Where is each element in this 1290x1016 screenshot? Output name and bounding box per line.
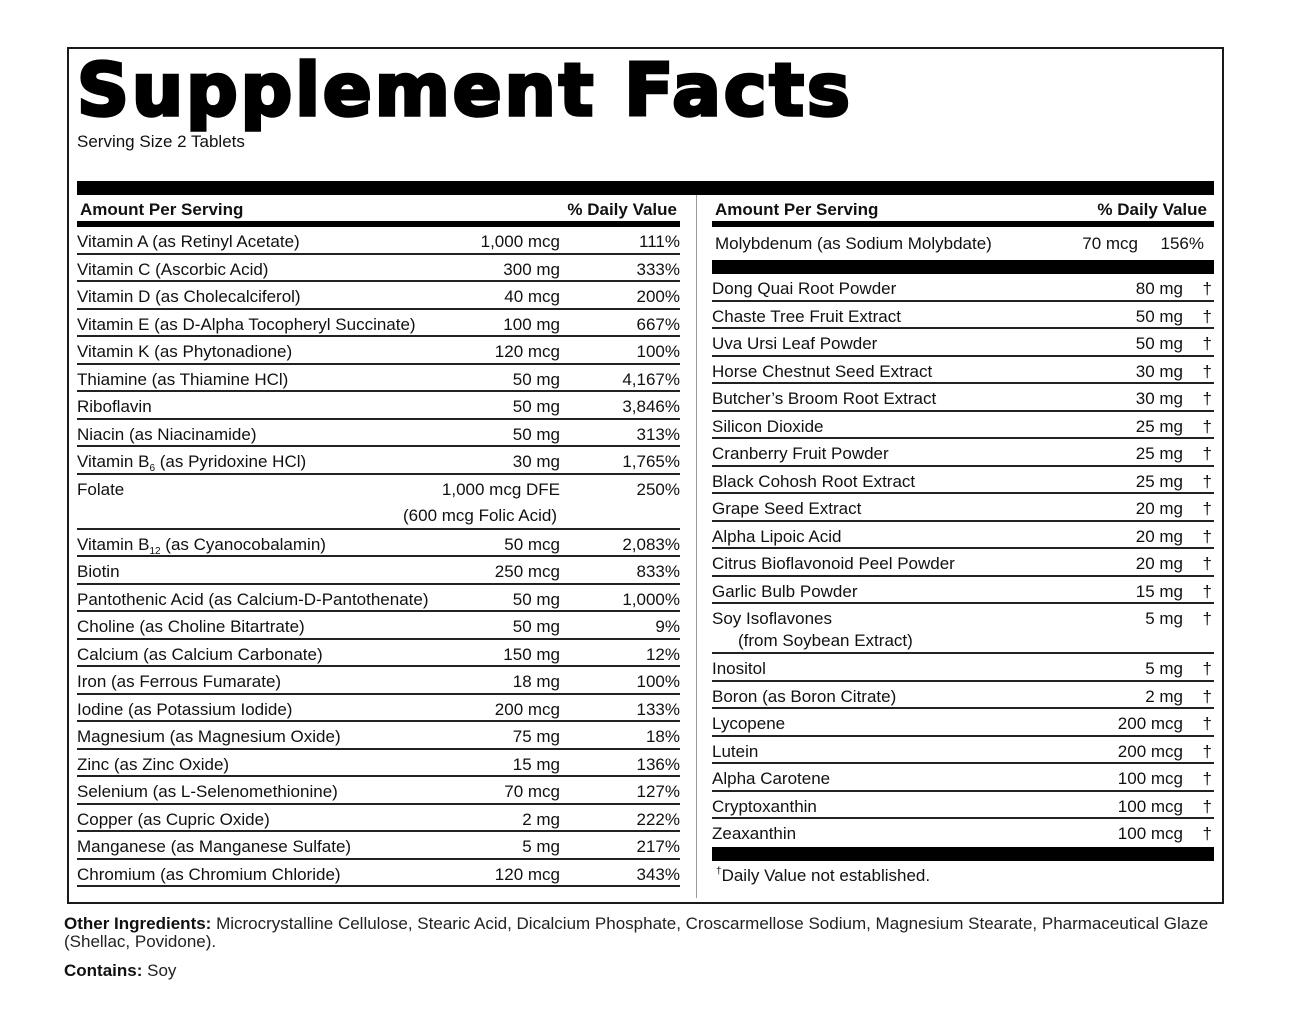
allergen-contains — [64, 961, 176, 981]
nutrient-name: Folate — [77, 479, 125, 499]
nutrient-amount: 75 mg — [512, 727, 560, 746]
nutrient-row — [712, 274, 1214, 302]
nutrient-amount: 120 mcg — [494, 342, 560, 361]
nutrient-row — [712, 654, 1214, 682]
nutrient-name: Inositol — [712, 659, 766, 678]
nutrient-row — [77, 585, 680, 613]
daily-value-heading: % Daily Value — [1097, 200, 1207, 219]
nutrient-amount: 200 mcg — [494, 699, 560, 719]
nutrient-amount: 120 mcg — [494, 864, 560, 884]
top-thick-rule — [77, 181, 1214, 195]
nutrient-daily-value: † — [1202, 686, 1212, 706]
amount-per-serving-heading: Amount Per Serving — [715, 200, 879, 219]
nutrient-name-form: (as Cyanocobalamin) — [160, 534, 326, 554]
nutrient-subscript: 6 — [149, 463, 156, 474]
nutrient-row — [77, 227, 680, 255]
nutrient-daily-value: 18% — [645, 727, 680, 746]
nutrient-name: Grape Seed Extract — [712, 499, 862, 518]
nutrient-note: (from Soybean Extract) — [738, 631, 913, 650]
nutrient-daily-value: 250% — [636, 479, 680, 499]
nutrient-amount: 50 mg — [1135, 306, 1183, 326]
nutrient-row — [77, 255, 680, 283]
nutrient-row — [712, 412, 1214, 440]
nutrient-amount: 50 mg — [512, 424, 560, 444]
nutrient-name: Lycopene — [712, 714, 786, 733]
nutrient-name: Garlic Bulb Powder — [712, 581, 858, 601]
nutrient-name: Vitamin K (as Phytonadione) — [77, 342, 293, 361]
nutrient-amount: 50 mg — [512, 617, 560, 636]
nutrient-amount: 70 mcg — [504, 782, 560, 801]
nutrient-amount: 50 mcg — [504, 534, 560, 554]
nutrient-daily-value: 4,167% — [622, 369, 680, 389]
nutrient-amount: 70 mcg — [1082, 234, 1138, 253]
nutrient-name: Manganese (as Manganese Sulfate) — [77, 837, 352, 856]
nutrient-row — [77, 365, 680, 393]
nutrient-name: Zinc (as Zinc Oxide) — [77, 754, 230, 774]
nutrient-daily-value: † — [1202, 769, 1212, 788]
nutrient-amount: 200 mcg — [1117, 741, 1183, 761]
nutrient-daily-value: † — [1202, 471, 1212, 491]
nutrient-daily-value: 217% — [636, 837, 680, 856]
nutrient-row — [712, 682, 1214, 710]
nutrient-name: Citrus Bioflavonoid Peel Powder — [712, 554, 955, 573]
other-ingredients-label: Other Ingredients: — [64, 914, 212, 933]
nutrient-name: Zeaxanthin — [712, 824, 797, 843]
nutrient-daily-value: 333% — [636, 259, 680, 279]
nutrient-name: Butcher’s Broom Root Extract — [712, 389, 937, 408]
nutrient-daily-value: † — [1202, 361, 1212, 381]
nutrient-name: Cranberry Fruit Powder — [712, 444, 889, 463]
nutrient-amount: 100 mcg — [1117, 824, 1183, 843]
nutrient-name: Iron (as Ferrous Fumarate) — [77, 672, 282, 691]
panel-title: Supplement Facts — [77, 48, 853, 132]
nutrient-daily-value: 313% — [636, 424, 680, 444]
nutrient-row — [77, 530, 680, 558]
nutrient-daily-value: 667% — [636, 314, 680, 334]
supplement-facts-panel — [67, 47, 1224, 904]
nutrient-daily-value: 833% — [636, 562, 680, 581]
nutrient-name: Vitamin C (Ascorbic Acid) — [77, 259, 269, 279]
nutrient-row — [712, 357, 1214, 385]
nutrient-amount: 1,000 mcg — [480, 232, 560, 251]
nutrient-amount: 50 mg — [512, 589, 560, 609]
nutrient-name: Selenium (as L-Selenomethionine) — [77, 782, 338, 801]
nutrient-daily-value: † — [1202, 824, 1212, 843]
nutrient-amount: 5 mg — [1145, 659, 1183, 678]
nutrient-daily-value: 1,765% — [622, 452, 680, 471]
nutrient-row — [712, 792, 1214, 820]
nutrient-name: Soy Isoflavones — [712, 609, 833, 628]
nutrient-row — [712, 302, 1214, 330]
nutrient-daily-value: 343% — [636, 864, 680, 884]
other-ingredients — [64, 915, 1244, 951]
nutrient-row — [712, 494, 1214, 522]
nutrient-subscript: 12 — [149, 545, 161, 557]
nutrient-daily-value: 136% — [636, 754, 680, 774]
nutrient-name: Boron (as Boron Citrate) — [712, 686, 897, 706]
nutrient-amount: 15 mg — [512, 754, 560, 774]
nutrient-daily-value: † — [1202, 714, 1212, 733]
nutrient-amount: 250 mcg — [494, 562, 560, 581]
mid-thick-rule — [712, 260, 1214, 274]
nutrient-name: Chaste Tree Fruit Extract — [712, 306, 901, 326]
nutrient-row — [712, 604, 1214, 654]
contains-label: Contains: — [64, 961, 143, 980]
nutrient-daily-value: 127% — [636, 782, 680, 801]
nutrient-name: Riboflavin — [77, 397, 152, 416]
right-column-header — [712, 195, 1214, 227]
nutrient-name: Uva Ursi Leaf Powder — [712, 334, 878, 353]
nutrient-daily-value: 100% — [636, 342, 680, 361]
nutrient-name: Thiamine (as Thiamine HCl) — [77, 369, 289, 389]
nutrient-amount: 100 mg — [503, 314, 560, 334]
nutrient-name: Pantothenic Acid (as Calcium-D-Pantothenate) — [77, 589, 429, 609]
nutrient-name: Vitamin D (as Cholecalciferol) — [77, 287, 301, 306]
nutrient-daily-value: † — [1202, 499, 1212, 518]
nutrient-amount: 1,000 mcg DFE — [441, 479, 560, 499]
nutrient-daily-value: 111% — [639, 232, 680, 251]
bottom-thick-rule — [712, 847, 1214, 861]
nutrient-row — [712, 439, 1214, 467]
nutrient-row — [77, 722, 680, 750]
nutrient-amount: 2 mg — [522, 809, 560, 829]
nutrient-daily-value: 222% — [636, 809, 680, 829]
nutrient-name-text: Vitamin B — [77, 452, 150, 471]
nutrient-amount: 150 mg — [503, 644, 560, 664]
nutrient-amount: 15 mg — [1135, 581, 1183, 601]
right-nutrient-column — [712, 195, 1214, 887]
nutrient-row — [77, 805, 680, 833]
nutrient-row — [712, 819, 1214, 847]
nutrient-daily-value: † — [1202, 389, 1212, 408]
nutrient-daily-value: † — [1202, 306, 1212, 326]
nutrient-amount: 5 mg — [1145, 609, 1183, 628]
right-rows — [712, 274, 1214, 847]
nutrient-amount: 40 mcg — [504, 287, 560, 306]
nutrient-note: (600 mcg Folic Acid) — [403, 505, 557, 525]
nutrient-amount: 50 mg — [512, 397, 560, 416]
nutrient-row-molybdenum — [712, 227, 1214, 260]
nutrient-name: Chromium (as Chromium Chloride) — [77, 864, 341, 884]
nutrient-daily-value: † — [1202, 526, 1212, 546]
nutrient-daily-value: 200% — [636, 287, 680, 306]
nutrient-row — [712, 577, 1214, 605]
left-column-header — [77, 195, 680, 227]
dagger-mark: † — [716, 865, 722, 877]
nutrient-row — [712, 549, 1214, 577]
nutrient-daily-value: † — [1202, 334, 1212, 353]
nutrient-daily-value: † — [1202, 554, 1212, 573]
nutrient-name: Dong Quai Root Powder — [712, 279, 897, 298]
nutrient-daily-value: 2,083% — [622, 534, 680, 554]
nutrient-name: Choline (as Choline Bitartrate) — [77, 617, 305, 636]
nutrient-amount: 30 mg — [512, 452, 560, 471]
left-nutrient-column — [77, 195, 680, 887]
nutrient-amount: 20 mg — [1135, 499, 1183, 518]
nutrient-amount: 25 mg — [1135, 471, 1183, 491]
nutrient-amount: 20 mg — [1135, 554, 1183, 573]
nutrient-daily-value: † — [1202, 416, 1212, 436]
nutrient-row — [77, 475, 680, 530]
nutrient-name: Black Cohosh Root Extract — [712, 471, 916, 491]
nutrient-daily-value: † — [1202, 609, 1212, 628]
daily-value-footnote — [712, 861, 1214, 887]
nutrient-amount: 5 mg — [522, 837, 560, 856]
nutrient-name: Copper (as Cupric Oxide) — [77, 809, 270, 829]
nutrient-name: Vitamin E (as D-Alpha Tocopheryl Succinate) — [77, 314, 416, 334]
nutrient-amount: 80 mg — [1135, 279, 1183, 298]
nutrient-name: Biotin — [77, 562, 120, 581]
nutrient-daily-value: † — [1202, 741, 1212, 761]
nutrient-name: Alpha Carotene — [712, 769, 831, 788]
amount-per-serving-heading: Amount Per Serving — [80, 200, 244, 219]
nutrient-name: Calcium (as Calcium Carbonate) — [77, 644, 323, 664]
nutrient-name: Iodine (as Potassium Iodide) — [77, 699, 293, 719]
other-ingredients-text: Microcrystalline Cellulose, Stearic Acid, Dicalcium Phosphate, Croscarmellose Sodium, Magnesium Stearate, Pharmaceutical Glaze (Shellac, Povidone). — [64, 914, 1209, 951]
nutrient-daily-value: † — [1202, 279, 1212, 298]
nutrient-amount: 100 mcg — [1117, 796, 1183, 816]
nutrient-row — [77, 777, 680, 805]
nutrient-daily-value: † — [1202, 444, 1212, 463]
daily-value-heading: % Daily Value — [567, 200, 677, 219]
nutrient-row — [712, 709, 1214, 737]
nutrient-amount: 30 mg — [1135, 361, 1183, 381]
left-rows — [77, 227, 680, 887]
nutrient-row — [77, 282, 680, 310]
nutrient-name: Lutein — [712, 741, 759, 761]
nutrient-daily-value: † — [1202, 659, 1212, 678]
nutrient-row — [712, 384, 1214, 412]
nutrient-row — [77, 612, 680, 640]
nutrient-row — [712, 467, 1214, 495]
nutrient-row — [77, 310, 680, 338]
nutrient-amount: 25 mg — [1135, 444, 1183, 463]
nutrient-amount: 18 mg — [512, 672, 560, 691]
nutrient-name: Horse Chestnut Seed Extract — [712, 361, 933, 381]
nutrient-amount: 50 mg — [512, 369, 560, 389]
nutrient-daily-value: † — [1202, 796, 1212, 816]
nutrient-amount: 50 mg — [1135, 334, 1183, 353]
nutrient-daily-value: 156% — [1160, 234, 1204, 253]
nutrient-name: Silicon Dioxide — [712, 416, 824, 436]
nutrient-name: Magnesium (as Magnesium Oxide) — [77, 727, 341, 746]
nutrient-row — [712, 764, 1214, 792]
nutrient-daily-value: 3,846% — [622, 397, 680, 416]
nutrient-row — [77, 667, 680, 695]
nutrient-row — [712, 329, 1214, 357]
nutrient-row — [77, 447, 680, 475]
nutrient-amount: 300 mg — [503, 259, 560, 279]
nutrient-name: Vitamin A (as Retinyl Acetate) — [77, 232, 300, 251]
nutrient-amount: 25 mg — [1135, 416, 1183, 436]
serving-size: Serving Size 2 Tablets — [77, 132, 245, 151]
nutrient-row — [77, 695, 680, 723]
nutrient-daily-value: 100% — [636, 672, 680, 691]
nutrient-daily-value: 133% — [636, 699, 680, 719]
nutrient-name: Niacin (as Niacinamide) — [77, 424, 257, 444]
nutrient-amount: 20 mg — [1135, 526, 1183, 546]
column-divider — [696, 195, 697, 898]
nutrient-amount: 2 mg — [1145, 686, 1183, 706]
nutrient-amount: 200 mcg — [1117, 714, 1183, 733]
nutrient-row — [77, 557, 680, 585]
nutrient-row — [77, 750, 680, 778]
nutrient-row — [77, 860, 680, 888]
nutrient-row — [77, 420, 680, 448]
nutrient-name: Molybdenum (as Sodium Molybdate) — [715, 234, 992, 253]
nutrient-daily-value: 9% — [655, 617, 680, 636]
nutrient-row — [77, 337, 680, 365]
footnote-text: Daily Value not established. — [721, 865, 931, 885]
nutrient-name-form: (as Pyridoxine HCl) — [155, 452, 307, 471]
nutrient-row — [77, 392, 680, 420]
nutrient-name: Cryptoxanthin — [712, 796, 817, 816]
contains-text: Soy — [142, 961, 177, 980]
nutrient-daily-value: † — [1202, 581, 1212, 601]
nutrient-amount: 100 mcg — [1117, 769, 1183, 788]
nutrient-daily-value: 12% — [645, 644, 680, 664]
nutrient-row — [77, 640, 680, 668]
nutrient-amount: 30 mg — [1135, 389, 1183, 408]
nutrient-row — [77, 832, 680, 860]
nutrient-row — [712, 522, 1214, 550]
nutrient-name: Alpha Lipoic Acid — [712, 526, 842, 546]
nutrient-daily-value: 1,000% — [622, 589, 680, 609]
nutrient-name-text: Vitamin B — [77, 534, 150, 554]
nutrient-row — [712, 737, 1214, 765]
